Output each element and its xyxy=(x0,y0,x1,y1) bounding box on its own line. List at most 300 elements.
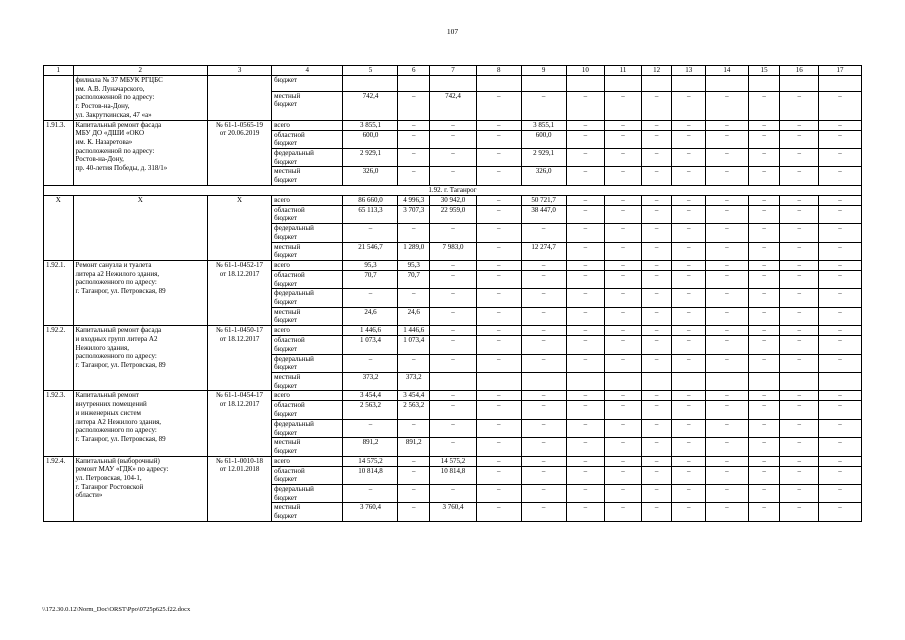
value-cell: – xyxy=(706,456,749,466)
value-cell: – xyxy=(566,289,605,307)
funding-source-line: бюджет xyxy=(274,251,298,260)
description-line: расположенного по адресу: xyxy=(75,426,157,435)
description-line: Капитальный (выборочный) xyxy=(75,456,160,465)
funding-source xyxy=(272,354,343,372)
document-line: от 18.12.2017 xyxy=(219,269,260,278)
value-cell: 600,0 xyxy=(521,130,566,148)
value-cell: – xyxy=(672,438,706,456)
value-cell: 70,7 xyxy=(343,270,398,288)
value-cell: – xyxy=(748,391,780,401)
value-cell: – xyxy=(398,503,430,521)
value-cell: – xyxy=(476,391,521,401)
column-header: 7 xyxy=(430,66,477,76)
funding-source-line: областной xyxy=(274,130,305,139)
value-cell: – xyxy=(605,91,642,120)
value-cell: – xyxy=(398,224,430,242)
document-number xyxy=(207,260,271,325)
funding-source-line: всего xyxy=(274,195,290,204)
value-cell: – xyxy=(641,466,672,484)
value-cell: – xyxy=(641,120,672,130)
value-cell: – xyxy=(398,456,430,466)
value-cell: 24,6 xyxy=(398,307,430,325)
document-line: № 61-1-0452-17 xyxy=(216,260,264,269)
description-line: литера А2 Нежилого здания, xyxy=(75,417,162,426)
budget-table xyxy=(43,65,862,522)
value-cell: – xyxy=(566,167,605,185)
value-cell: – xyxy=(780,195,819,205)
value-cell: 1 446,6 xyxy=(398,326,430,336)
value-cell: – xyxy=(819,195,862,205)
value-cell: – xyxy=(476,120,521,130)
value-cell: – xyxy=(476,354,521,372)
description-line: и инженерных систем xyxy=(75,408,141,417)
value-cell: – xyxy=(476,336,521,354)
value-cell: – xyxy=(476,466,521,484)
value-cell: – xyxy=(476,205,521,223)
description-line: ул. Петровская, 104-1, xyxy=(75,474,142,483)
value-cell: – xyxy=(706,260,749,270)
value-cell: 3 454,4 xyxy=(398,391,430,401)
funding-source-line: всего xyxy=(274,260,290,269)
document-number xyxy=(207,456,271,521)
value-cell: 326,0 xyxy=(343,167,398,185)
value-cell: – xyxy=(819,205,862,223)
value-cell: – xyxy=(521,419,566,437)
value-cell: – xyxy=(566,391,605,401)
funding-source-line: бюджет xyxy=(274,446,298,455)
funding-source xyxy=(272,242,343,260)
funding-source-line: бюджет xyxy=(274,512,298,521)
value-cell: 95,3 xyxy=(398,260,430,270)
value-cell: – xyxy=(566,205,605,223)
value-cell: – xyxy=(605,401,642,419)
value-cell xyxy=(605,76,642,92)
value-cell: – xyxy=(605,148,642,166)
value-cell xyxy=(748,372,780,390)
section-row xyxy=(44,185,862,195)
value-cell: – xyxy=(672,242,706,260)
value-cell: – xyxy=(521,270,566,288)
value-cell: 1 289,0 xyxy=(398,242,430,260)
value-cell: – xyxy=(605,419,642,437)
table-row xyxy=(44,76,862,92)
value-cell: – xyxy=(641,289,672,307)
value-cell: – xyxy=(672,91,706,120)
funding-source xyxy=(272,485,343,503)
funding-source-line: федеральный xyxy=(274,148,314,157)
value-cell: – xyxy=(566,307,605,325)
funding-source-line: местный xyxy=(274,438,301,447)
document-line: № 61-1-0450-17 xyxy=(216,326,264,335)
value-cell: – xyxy=(706,326,749,336)
value-cell: – xyxy=(398,354,430,372)
table-row xyxy=(44,260,862,270)
description-line: им. К. Назаретова» xyxy=(75,137,133,146)
value-cell: – xyxy=(521,260,566,270)
funding-source xyxy=(272,391,343,401)
value-cell: – xyxy=(780,466,819,484)
row-id: 1.92.2. xyxy=(44,326,74,391)
column-header: 11 xyxy=(605,66,642,76)
value-cell: – xyxy=(672,224,706,242)
value-cell: – xyxy=(521,224,566,242)
description-line: области» xyxy=(75,491,103,500)
value-cell: – xyxy=(780,242,819,260)
value-cell: – xyxy=(780,205,819,223)
funding-source xyxy=(272,456,343,466)
value-cell: – xyxy=(605,466,642,484)
value-cell: – xyxy=(706,148,749,166)
value-cell: – xyxy=(605,195,642,205)
funding-source-line: всего xyxy=(274,456,290,465)
funding-source xyxy=(272,148,343,166)
value-cell: – xyxy=(641,242,672,260)
value-cell: – xyxy=(780,485,819,503)
document-line: № 61-1-0565-19 xyxy=(216,120,264,129)
object-description xyxy=(73,120,207,185)
value-cell xyxy=(780,76,819,92)
value-cell: – xyxy=(672,307,706,325)
value-cell: 373,2 xyxy=(343,372,398,390)
row-id: Х xyxy=(44,195,74,260)
value-cell: – xyxy=(605,260,642,270)
value-cell: – xyxy=(748,419,780,437)
value-cell: – xyxy=(398,167,430,185)
value-cell: – xyxy=(641,195,672,205)
funding-source xyxy=(272,120,343,130)
funding-source-line: бюджет xyxy=(274,100,298,109)
funding-source-line: местный xyxy=(274,372,301,381)
description-line: г. Таганрог, ул. Петровская, 89 xyxy=(75,360,166,369)
value-cell: 50 721,7 xyxy=(521,195,566,205)
value-cell: – xyxy=(566,242,605,260)
value-cell: – xyxy=(521,466,566,484)
description-line: расположенного по адресу: xyxy=(75,352,157,361)
value-cell: – xyxy=(672,167,706,185)
funding-source xyxy=(272,307,343,325)
value-cell: – xyxy=(476,289,521,307)
value-cell: – xyxy=(566,485,605,503)
column-header: 12 xyxy=(641,66,672,76)
value-cell: – xyxy=(476,270,521,288)
value-cell: 3 760,4 xyxy=(430,503,477,521)
table-row xyxy=(44,391,862,401)
funding-source xyxy=(272,224,343,242)
value-cell: – xyxy=(780,289,819,307)
value-cell: – xyxy=(605,354,642,372)
document-line: от 18.12.2017 xyxy=(219,400,260,409)
funding-source-line: местный xyxy=(274,91,301,100)
value-cell: – xyxy=(780,130,819,148)
value-cell: – xyxy=(398,289,430,307)
value-cell: 3 760,4 xyxy=(343,503,398,521)
value-cell: – xyxy=(819,326,862,336)
value-cell: – xyxy=(605,242,642,260)
value-cell: 12 274,7 xyxy=(521,242,566,260)
value-cell: – xyxy=(566,260,605,270)
value-cell: 7 983,0 xyxy=(430,242,477,260)
value-cell: – xyxy=(430,391,477,401)
value-cell: – xyxy=(819,148,862,166)
funding-source xyxy=(272,503,343,521)
value-cell: – xyxy=(398,485,430,503)
value-cell: – xyxy=(706,391,749,401)
value-cell: – xyxy=(780,438,819,456)
value-cell: – xyxy=(672,485,706,503)
value-cell: – xyxy=(819,419,862,437)
value-cell: – xyxy=(641,224,672,242)
value-cell: 1 446,6 xyxy=(343,326,398,336)
value-cell: – xyxy=(641,148,672,166)
value-cell: 3 707,3 xyxy=(398,205,430,223)
value-cell: – xyxy=(819,289,862,307)
value-cell: – xyxy=(706,224,749,242)
table-row xyxy=(44,120,862,130)
description-line: Ростов-на-Дону, xyxy=(75,155,124,164)
value-cell: – xyxy=(476,260,521,270)
column-header: 2 xyxy=(73,66,207,76)
value-cell xyxy=(672,372,706,390)
funding-source-line: бюджет xyxy=(274,381,298,390)
value-cell: – xyxy=(430,130,477,148)
value-cell: – xyxy=(819,120,862,130)
value-cell: – xyxy=(748,336,780,354)
description-line: г. Таганрог, ул. Петровская, 89 xyxy=(75,287,166,296)
value-cell: – xyxy=(566,503,605,521)
description-line: ул. Закруткинская, 47 «а» xyxy=(75,110,152,119)
value-cell: – xyxy=(819,91,862,120)
column-header: 1 xyxy=(44,66,74,76)
value-cell: – xyxy=(748,195,780,205)
value-cell: – xyxy=(706,307,749,325)
column-header: 17 xyxy=(819,66,862,76)
funding-source xyxy=(272,372,343,390)
value-cell: – xyxy=(672,260,706,270)
value-cell: – xyxy=(430,326,477,336)
value-cell: – xyxy=(521,336,566,354)
value-cell: – xyxy=(819,242,862,260)
value-cell: 2 929,1 xyxy=(343,148,398,166)
value-cell: – xyxy=(706,485,749,503)
value-cell: – xyxy=(476,224,521,242)
value-cell: – xyxy=(430,148,477,166)
value-cell: 3 454,4 xyxy=(343,391,398,401)
footer-path: \\172.30.0.12\Norm_Doc\ORST\Ppo\0725p625.f22.docx xyxy=(42,606,191,613)
funding-source-line: всего xyxy=(274,120,290,129)
funding-source xyxy=(272,167,343,185)
value-cell: 10 814,8 xyxy=(430,466,477,484)
description-line: расположенной по адресу: xyxy=(75,146,155,155)
value-cell: – xyxy=(672,354,706,372)
column-header: 15 xyxy=(748,66,780,76)
value-cell: – xyxy=(566,148,605,166)
funding-source-line: бюджет xyxy=(274,139,298,148)
value-cell: 1 073,4 xyxy=(343,336,398,354)
value-cell: – xyxy=(476,401,521,419)
document-line: Х xyxy=(237,195,243,204)
value-cell: 373,2 xyxy=(398,372,430,390)
value-cell: – xyxy=(605,307,642,325)
value-cell: – xyxy=(672,270,706,288)
value-cell: – xyxy=(605,120,642,130)
value-cell: – xyxy=(780,270,819,288)
value-cell: – xyxy=(566,195,605,205)
value-cell: – xyxy=(819,224,862,242)
value-cell: – xyxy=(566,466,605,484)
value-cell: – xyxy=(476,148,521,166)
value-cell: – xyxy=(672,391,706,401)
document-number xyxy=(207,195,271,260)
value-cell: – xyxy=(605,336,642,354)
value-cell: – xyxy=(566,120,605,130)
value-cell: – xyxy=(476,167,521,185)
description-line: им. А.В. Луначарского, xyxy=(75,84,145,93)
value-cell: – xyxy=(819,401,862,419)
value-cell: – xyxy=(605,289,642,307)
value-cell: – xyxy=(706,289,749,307)
value-cell: 70,7 xyxy=(398,270,430,288)
value-cell: – xyxy=(748,307,780,325)
description-line: литера а2 Нежилого здания, xyxy=(75,269,160,278)
value-cell: – xyxy=(780,224,819,242)
value-cell: 742,4 xyxy=(430,91,477,120)
funding-source xyxy=(272,336,343,354)
value-cell: 2 563,2 xyxy=(343,401,398,419)
value-cell: – xyxy=(476,195,521,205)
object-description xyxy=(73,76,207,121)
value-cell: – xyxy=(566,326,605,336)
value-cell: – xyxy=(706,401,749,419)
funding-source-line: всего xyxy=(274,326,290,335)
value-cell: – xyxy=(780,91,819,120)
row-id: 1.92.1. xyxy=(44,260,74,325)
description-line: Нежилого здания, xyxy=(75,343,129,352)
value-cell: – xyxy=(398,130,430,148)
value-cell: – xyxy=(521,438,566,456)
description-line: пр. 40-летия Победы, д. 318/1» xyxy=(75,164,168,173)
value-cell: – xyxy=(605,485,642,503)
value-cell: 14 575,2 xyxy=(343,456,398,466)
value-cell: 3 855,1 xyxy=(343,120,398,130)
description-line: расположенной по адресу: xyxy=(75,93,155,102)
value-cell: – xyxy=(819,503,862,521)
value-cell xyxy=(748,76,780,92)
value-cell: – xyxy=(672,401,706,419)
value-cell: – xyxy=(605,167,642,185)
value-cell: – xyxy=(706,242,749,260)
value-cell xyxy=(672,76,706,92)
value-cell: – xyxy=(672,503,706,521)
value-cell: – xyxy=(672,289,706,307)
value-cell: – xyxy=(430,419,477,437)
value-cell xyxy=(605,372,642,390)
description-line: внутренних помещений xyxy=(75,400,147,409)
value-cell xyxy=(566,76,605,92)
value-cell: – xyxy=(748,466,780,484)
value-cell: – xyxy=(780,307,819,325)
value-cell: – xyxy=(780,326,819,336)
value-cell: – xyxy=(780,391,819,401)
column-header: 5 xyxy=(343,66,398,76)
value-cell: – xyxy=(780,120,819,130)
value-cell: – xyxy=(605,456,642,466)
funding-source xyxy=(272,401,343,419)
value-cell xyxy=(398,76,430,92)
value-cell: – xyxy=(430,167,477,185)
value-cell: – xyxy=(566,224,605,242)
funding-source-line: областной xyxy=(274,336,305,345)
row-id: 1.92.3. xyxy=(44,391,74,456)
funding-source-line: бюджет xyxy=(274,344,298,353)
object-description xyxy=(73,391,207,456)
value-cell: – xyxy=(476,456,521,466)
value-cell: – xyxy=(641,270,672,288)
value-cell: – xyxy=(430,270,477,288)
value-cell: – xyxy=(343,354,398,372)
value-cell: – xyxy=(706,91,749,120)
value-cell: – xyxy=(819,307,862,325)
value-cell: – xyxy=(566,130,605,148)
object-description xyxy=(73,260,207,325)
column-header: 3 xyxy=(207,66,271,76)
funding-source-line: бюджет xyxy=(274,475,298,484)
value-cell: 2 563,2 xyxy=(398,401,430,419)
value-cell: – xyxy=(706,195,749,205)
value-cell: – xyxy=(641,401,672,419)
funding-source-line: федеральный xyxy=(274,419,314,428)
value-cell: – xyxy=(430,354,477,372)
value-cell: – xyxy=(706,205,749,223)
value-cell: – xyxy=(819,456,862,466)
value-cell: – xyxy=(430,438,477,456)
description-line: г. Таганрог, ул. Петровская, 89 xyxy=(75,434,166,443)
description-line: г. Таганрог Ростовской xyxy=(75,482,144,491)
value-cell: – xyxy=(748,130,780,148)
value-cell xyxy=(641,372,672,390)
value-cell xyxy=(780,372,819,390)
value-cell: – xyxy=(476,503,521,521)
value-cell: – xyxy=(605,205,642,223)
funding-source-line: бюджет xyxy=(274,76,298,84)
column-header: 9 xyxy=(521,66,566,76)
value-cell: 65 113,3 xyxy=(343,205,398,223)
value-cell: – xyxy=(672,456,706,466)
funding-source-line: местный xyxy=(274,503,301,512)
value-cell: – xyxy=(748,485,780,503)
value-cell: 891,2 xyxy=(343,438,398,456)
value-cell: – xyxy=(641,485,672,503)
value-cell: 891,2 xyxy=(398,438,430,456)
value-cell: – xyxy=(780,148,819,166)
value-cell: – xyxy=(672,120,706,130)
value-cell: – xyxy=(605,224,642,242)
value-cell: – xyxy=(748,224,780,242)
column-header: 16 xyxy=(780,66,819,76)
value-cell: – xyxy=(521,503,566,521)
value-cell: – xyxy=(748,167,780,185)
value-cell: – xyxy=(476,307,521,325)
value-cell: – xyxy=(476,485,521,503)
funding-source-line: областной xyxy=(274,401,305,410)
value-cell: – xyxy=(780,401,819,419)
value-cell: – xyxy=(706,167,749,185)
funding-source xyxy=(272,195,343,205)
funding-source-line: бюджет xyxy=(274,176,298,185)
value-cell: – xyxy=(430,401,477,419)
value-cell: 30 942,0 xyxy=(430,195,477,205)
value-cell: – xyxy=(641,391,672,401)
column-header: 13 xyxy=(672,66,706,76)
